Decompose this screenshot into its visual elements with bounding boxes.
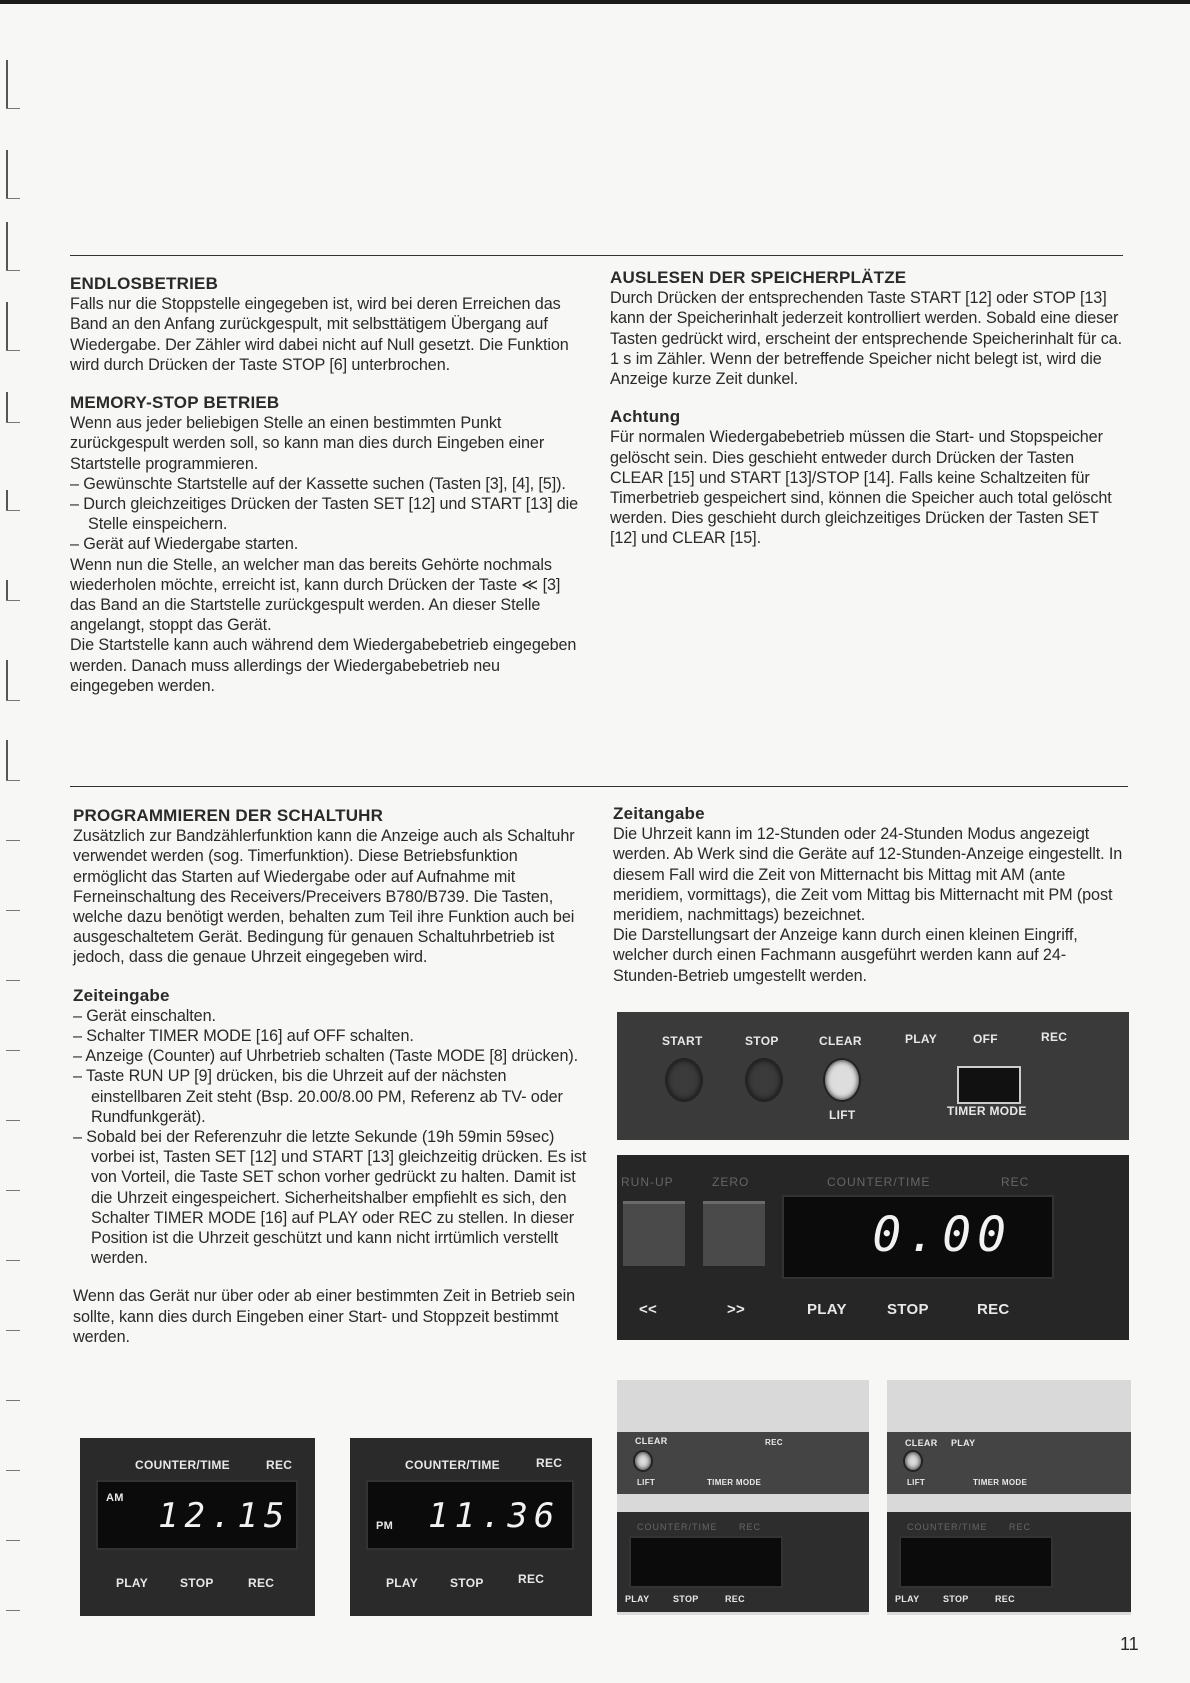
list-item: – Schalter TIMER MODE [16] auf OFF schalten. [73, 1027, 414, 1046]
label-counter-time: COUNTER/TIME [135, 1458, 230, 1472]
photo-timer-switch-right [887, 1380, 1131, 1615]
label-rec: REC [1041, 1030, 1068, 1044]
memory-body-3: Die Startstelle kann auch während dem Wiedergabebetrieb eingegeben werden. Danach muss allerdings der Wiedergabebetrieb neu eingegeben werden. [70, 636, 577, 695]
label-clear: CLEAR [635, 1436, 668, 1446]
heading-auslesen: AUSLESEN DER SPEICHERPLÄTZE [610, 268, 907, 287]
zeitangabe-body-2: Die Darstellungsart der Anzeige kann durch einen kleinen Eingriff, welcher durch einen Fachmann ausgeführt werden kann auf 24-Stunden-Betrieb umgestellt werden. [613, 926, 1078, 985]
label-rec: REC [765, 1438, 783, 1447]
photo-timer-panel [617, 1012, 1129, 1140]
pm-digits: 11.36 [428, 1496, 561, 1536]
label-fast-forward: >> [727, 1301, 746, 1318]
clear-knob-icon [823, 1058, 861, 1102]
label-rec-3: REC [725, 1594, 745, 1604]
label-counter-time: COUNTER/TIME [637, 1522, 718, 1532]
heading-achtung: Achtung [610, 407, 681, 427]
label-play: PLAY [807, 1301, 847, 1318]
label-rec-2: REC [739, 1522, 762, 1532]
clear-knob-icon [903, 1450, 923, 1472]
section-rule-top [70, 255, 1123, 256]
label-rec: REC [248, 1576, 275, 1590]
label-lift: LIFT [637, 1478, 656, 1487]
label-rec-top: REC [536, 1456, 563, 1470]
label-lift: LIFT [907, 1478, 926, 1487]
label-rec: REC [977, 1301, 1010, 1318]
label-rec-3: REC [995, 1594, 1015, 1604]
top-edge-bar [0, 0, 1190, 4]
am-indicator: AM [106, 1492, 124, 1504]
list-item: – Sobald bei der Referenzuhr die letzte Sekunde (19h 59min 59sec) vorbei ist, Tasten SET [12] und START [13] gleichzeitig drücken. Es ist von Vorteil, die Taste SET schon vorher gedrückt zu halten. Damit ist die Uhrzeit eingespeichert. Sicherheitshalber empfiehlt es sich, den Schalter TIMER MODE [16] auf PLAY oder REC zu stellen. In dieser Position ist die Uhrzeit geschützt und kann nicht irrtümlich verstellt werden. [73, 1128, 587, 1268]
auslesen-body: Durch Drücken der entsprechenden Taste START [12] oder STOP [13] kann der Speicherinhalt jederzeit kontrolliert werden. Sobald eine dieser Tasten gedrückt wird, erscheint der entsprechende Speicherinhalt für ca. 1 s im Zähler. Wenn der betreffende Speicher nicht belegt ist, wird die Anzeige kurze Zeit dunkel. [610, 289, 1122, 389]
section-rule-middle [70, 786, 1128, 787]
list-item: – Taste RUN UP [9] drücken, bis die Uhrzeit auf der nächsten einstellbaren Zeit steht (Bsp. 20.00/8.00 PM, Referenz ab TV- oder Rundfunkgerät). [73, 1067, 563, 1126]
page-number: 11 [1120, 1634, 1139, 1654]
programmieren-body: Zusätzlich zur Bandzählerfunktion kann die Anzeige auch als Schaltuhr verwendet werden (sog. Timerfunktion). Diese Betriebsfunktion ermöglicht das Starten auf Wiedergabe oder auf Aufnahme mit Ferneinschaltung des Receivers/Preceivers B780/B739. Die Tasten, welche dazu benötigt werden, behalten zum Teil ihre Funktion auch bei ausgeschaltetem Gerät. Bedingung für genauen Schaltuhrbetrieb ist jedoch, dass die genaue Uhrzeit eingegeben wird. [73, 827, 575, 967]
am-display [96, 1480, 298, 1550]
label-timer-mode: TIMER MODE [973, 1478, 1028, 1487]
column-lower-left [73, 806, 587, 1347]
endlos-body: Falls nur die Stoppstelle eingegeben ist, wird bei deren Erreichen das Band an den Anfang zurückgespult, mit selbsttätigem Übergang auf Wiedergabe. Der Zähler wird dabei nicht auf Null gesetzt. Die Funktion wird durch Drücken der Taste STOP [6] unterbrochen. [70, 295, 569, 374]
label-stop: STOP [745, 1034, 779, 1048]
column-upper-right [610, 268, 1124, 549]
label-counter-time: COUNTER/TIME [405, 1458, 500, 1472]
pm-display [366, 1480, 574, 1550]
zeitangabe-body: Die Uhrzeit kann im 12-Stunden oder 24-Stunden Modus angezeigt werden. Ab Werk sind die Geräte auf 12-Stunden-Anzeige eingestellt. In diesem Fall wird die Zeit von Mitternacht bis Mittag mit AM (ante meridiem, vormittags), die Zeit vom Mittag bis Mitternacht mit PM (post meridiem, nachmittags) bezeichnet. [613, 825, 1123, 925]
heading-memory-stop: MEMORY-STOP BETRIEB [70, 393, 280, 413]
memory-intro: Wenn aus jeder beliebigen Stelle an einen bestimmten Punkt zurückgespult werden soll, so kann man dies durch Eingeben einer Startstelle programmieren. [70, 414, 545, 473]
heading-endlosbetrieb: ENDLOSBETRIEB [70, 274, 219, 293]
column-lower-right [613, 804, 1127, 986]
heading-zeitangabe: Zeitangabe [613, 804, 705, 823]
start-knob-icon [665, 1058, 703, 1102]
binding-marks [0, 40, 30, 1640]
zero-button-icon [703, 1201, 765, 1266]
label-stop: STOP [887, 1301, 929, 1318]
list-item: – Gerät auf Wiedergabe starten. [70, 535, 299, 554]
list-item: – Gewünschte Startstelle auf der Kassette suchen (Tasten [3], [4], [5]). [70, 474, 566, 493]
heading-programmieren: PROGRAMMIEREN DER SCHALTUHR [73, 806, 384, 825]
label-rec-top: REC [266, 1458, 293, 1472]
column-upper-left [70, 274, 584, 696]
label-rewind: << [639, 1301, 658, 1318]
list-item: – Gerät einschalten. [73, 1006, 216, 1025]
zeiteingabe-after: Wenn das Gerät nur über oder ab einer bestimmten Zeit in Betrieb sein sollte, kann dies durch Eingeben einer Start- und Stoppzeit bestimmt werden. [73, 1287, 576, 1346]
photo-timer-switch-left [617, 1380, 869, 1615]
label-off: OFF [973, 1032, 998, 1046]
label-lift: LIFT [829, 1108, 856, 1122]
achtung-body: Für normalen Wiedergabebetrieb müssen die Start- und Stopspeicher gelöscht sein. Dies geschieht entweder durch Drücken der Tasten CLEAR [15] und START [13]/STOP [14]. Falls keine Schaltzeiten für Timerbetrieb gespeichert sind, können die Speicher auch total gelöscht werden. Dies geschieht durch gleichzeitiges Drücken der Tasten SET [12] und CLEAR [15]. [610, 428, 1112, 548]
list-item: – Anzeige (Counter) auf Uhrbetrieb schalten (Taste MODE [8] drücken). [73, 1047, 579, 1066]
label-stop: STOP [673, 1594, 699, 1604]
heading-zeiteingabe: Zeiteingabe [73, 985, 170, 1005]
photo-am-display [80, 1438, 315, 1616]
label-start: START [662, 1034, 703, 1048]
clear-knob-icon [633, 1450, 653, 1472]
label-clear: CLEAR [819, 1034, 862, 1048]
photo-pm-display [350, 1438, 592, 1616]
memory-steps [70, 474, 584, 555]
label-play: PLAY [625, 1594, 650, 1604]
blank-display [899, 1536, 1053, 1588]
zeiteingabe-steps [73, 1006, 587, 1269]
label-rec-top: REC [1001, 1175, 1030, 1189]
label-zero: ZERO [712, 1175, 750, 1189]
stop-knob-icon [745, 1058, 783, 1102]
label-rec-2: REC [1009, 1522, 1032, 1532]
counter-display [782, 1195, 1054, 1279]
label-stop: STOP [180, 1576, 214, 1590]
label-stop: STOP [943, 1594, 969, 1604]
label-clear: CLEAR [905, 1438, 938, 1448]
label-timer-mode: TIMER MODE [707, 1478, 762, 1487]
blank-display [629, 1536, 783, 1588]
label-stop: STOP [450, 1576, 484, 1590]
label-play: PLAY [905, 1032, 938, 1046]
label-run-up: RUN-UP [621, 1175, 674, 1189]
timer-mode-switch-icon [957, 1066, 1021, 1104]
photo-counter-panel [617, 1155, 1129, 1340]
run-up-button-icon [623, 1201, 685, 1266]
list-item: – Durch gleichzeitiges Drücken der Tasten SET [12] und START [13] die Stelle einspeichern. [70, 495, 579, 534]
label-counter-time: COUNTER/TIME [827, 1175, 931, 1189]
counter-digits: 0.00 [872, 1207, 1012, 1263]
label-play: PLAY [951, 1438, 976, 1448]
label-play-2: PLAY [895, 1594, 920, 1604]
am-digits: 12.15 [158, 1496, 291, 1536]
label-timer-mode: TIMER MODE [947, 1104, 1027, 1118]
pm-indicator: PM [376, 1520, 394, 1532]
label-play: PLAY [116, 1576, 149, 1590]
label-rec: REC [518, 1572, 545, 1586]
label-play: PLAY [386, 1576, 419, 1590]
memory-body-2: Wenn nun die Stelle, an welcher man das bereits Gehörte nochmals wiederholen möchte, erreicht ist, kann durch Drücken der Taste ≪ [3] das Band an die Startstelle zurückgespult werden. An dieser Stelle angelangt, stoppt das Gerät. [70, 555, 561, 635]
label-counter-time: COUNTER/TIME [907, 1522, 988, 1532]
